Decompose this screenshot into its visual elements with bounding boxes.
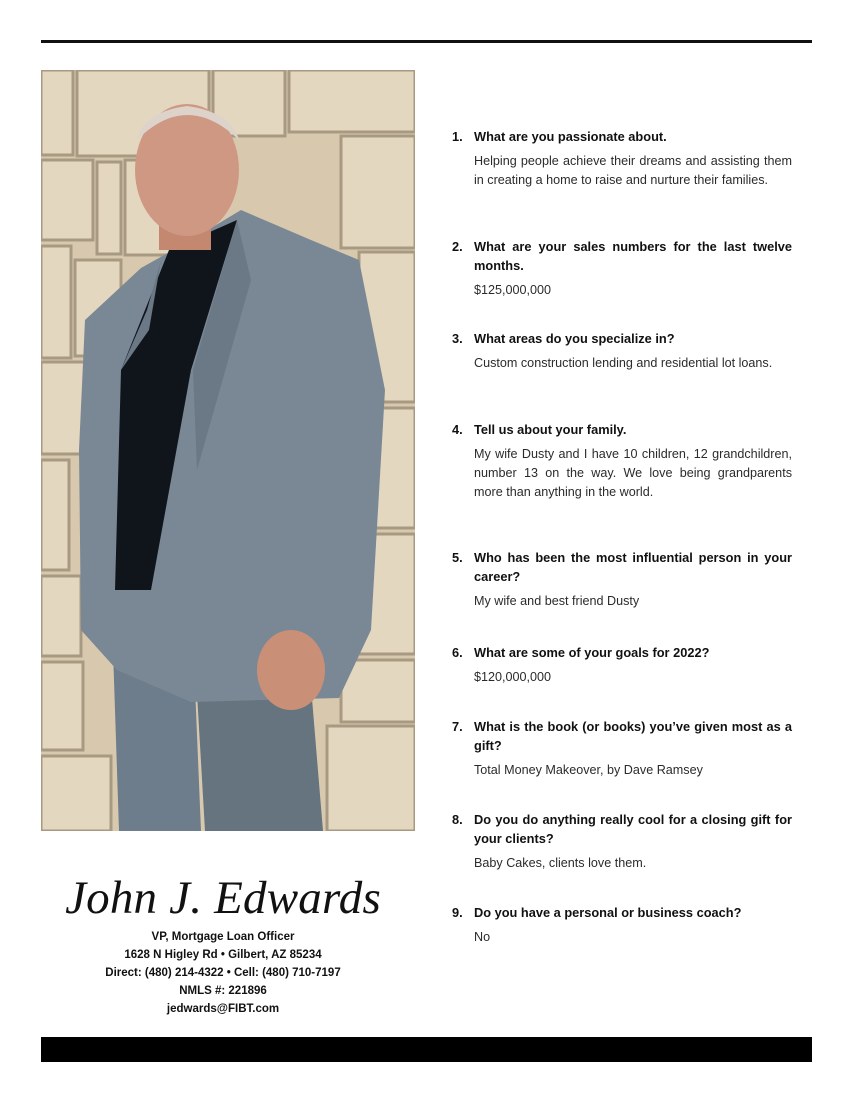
- address: 1628 N Higley Rd • Gilbert, AZ 85234: [124, 949, 322, 961]
- answer-text: Helping people achieve their dreams and assisting them in creating a home to raise and nurture their families.: [474, 154, 792, 187]
- question-text: Do you have a personal or business coach?: [474, 905, 742, 920]
- answer-text: My wife and best friend Dusty: [474, 594, 640, 608]
- answer-text: Baby Cakes, clients love them.: [474, 856, 647, 870]
- question-number: 2.: [452, 239, 463, 254]
- qa-item: [452, 127, 792, 190]
- phone-numbers: Direct: (480) 214-4322 • Cell: (480) 710-7197: [105, 967, 341, 979]
- question-text: What are some of your goals for 2022?: [474, 645, 710, 660]
- question-text: What are your sales numbers for the last twelve months.: [474, 239, 792, 273]
- question-text: What are you passionate about.: [474, 129, 667, 144]
- qa-item: [452, 903, 792, 947]
- question: [452, 717, 792, 755]
- footer-bar: [41, 1037, 812, 1062]
- profile-block: [41, 868, 405, 1018]
- question-number: 1.: [452, 129, 463, 144]
- answer-text: Total Money Makeover, by Dave Ramsey: [474, 763, 703, 777]
- qa-item: [452, 548, 792, 611]
- question-number: 8.: [452, 812, 463, 827]
- portrait-photo: [41, 70, 415, 831]
- question-text: Do you do anything really cool for a closing gift for your clients?: [474, 812, 792, 846]
- question-text: Tell us about your family.: [474, 422, 627, 437]
- qa-item: [452, 329, 792, 373]
- question-number: 7.: [452, 719, 463, 734]
- question: [452, 420, 792, 439]
- question: [452, 643, 792, 662]
- qa-item: [452, 717, 792, 780]
- nmls-number: NMLS #: 221896: [179, 985, 267, 997]
- question: [452, 329, 792, 348]
- question-number: 6.: [452, 645, 463, 660]
- job-title: VP, Mortgage Loan Officer: [151, 931, 295, 943]
- contact-info: [41, 928, 405, 1018]
- top-rule: [41, 40, 812, 43]
- person-name: John J. Edwards: [65, 872, 381, 924]
- answer-text: $120,000,000: [474, 670, 552, 684]
- question-number: 9.: [452, 905, 463, 920]
- qa-item: [452, 420, 792, 502]
- question-number: 3.: [452, 331, 463, 346]
- question: [452, 237, 792, 275]
- answer-text: Custom construction lending and residential lot loans.: [474, 356, 773, 370]
- answer-text: My wife Dusty and I have 10 children, 12 grandchildren, number 13 on the way. We love being grandparents more than anything in the world.: [474, 447, 792, 499]
- question-text: What is the book (or books) you’ve given most as a gift?: [474, 719, 792, 753]
- question-text: What areas do you specialize in?: [474, 331, 675, 346]
- question: [452, 548, 792, 586]
- email-address: jedwards@FIBT.com: [166, 1003, 280, 1015]
- question: [452, 127, 792, 146]
- question-text: Who has been the most influential person in your career?: [474, 550, 792, 584]
- answer-text: No: [474, 930, 491, 944]
- qa-item: [452, 237, 792, 300]
- qa-item: [452, 643, 792, 687]
- question: [452, 810, 792, 848]
- qa-item: [452, 810, 792, 873]
- question-number: 5.: [452, 550, 463, 565]
- answer-text: $125,000,000: [474, 283, 552, 297]
- question-number: 4.: [452, 422, 463, 437]
- question: [452, 903, 792, 922]
